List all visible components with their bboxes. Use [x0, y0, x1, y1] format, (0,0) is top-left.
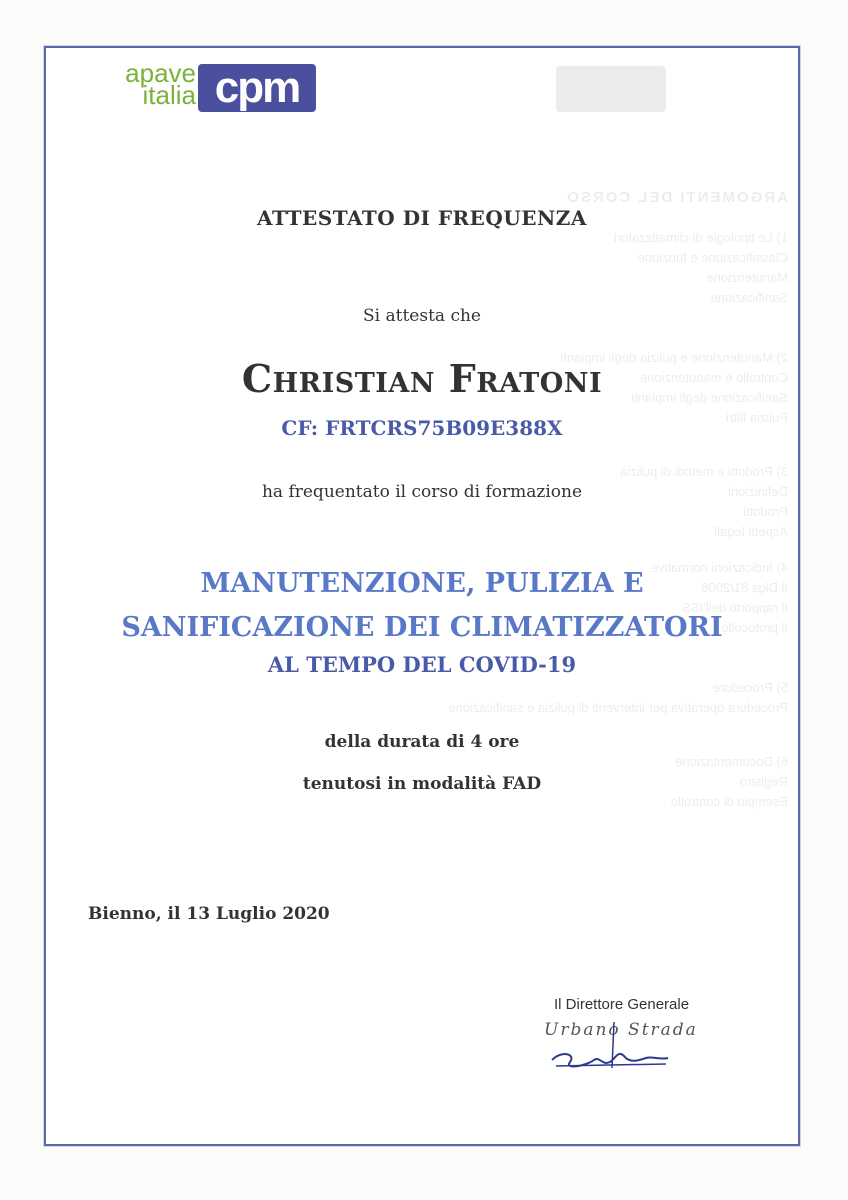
- signatory-title: Il Direttore Generale: [554, 996, 690, 1013]
- course-title-line-1: MANUTENZIONE, PULIZIA E: [200, 568, 644, 599]
- logo-line-italia: italia: [142, 80, 196, 110]
- logo-wordmark: [88, 58, 196, 110]
- ghost-logo-icon: [554, 62, 784, 122]
- signature-scribble-icon: [542, 1020, 732, 1072]
- certificate-title: ATTESTATO DI FREQUENZA: [257, 206, 587, 230]
- logo-line-apave: apave: [125, 58, 196, 88]
- fiscal-code: CF: FRTCRS75B09E388X: [281, 416, 563, 440]
- intro-text: Si attesta che: [363, 306, 481, 326]
- certificate-frame: [44, 46, 800, 1146]
- signatory-name: Urbano Strada: [544, 1020, 698, 1040]
- reverse-side-ghost: ARGOMENTI DEL CORSO 1) Le tipologie di climatizzatori Classificazione e funzione Manutenzione Sanificazione 2) Manutenzione e pulizia degli impianti Controllo e manutenzione Sanificazione degli impianti Pulizia filtri 3) Prodotti e metodi di pulizia Definizioni Prodotti Aspetti legali 4) Indicazioni normative Il Dlgs 81/2008 Il rapporto dell'ISS Il protocollo 5) Procedure Procedura operativa per interventi di pulizia e sanificazione 6) Documentazione Registro Esempio di controllo: [46, 48, 798, 1144]
- attended-text: ha frequentato il corso di formazione: [261, 482, 583, 502]
- place-and-date: Bienno, il 13 Luglio 2020: [88, 904, 330, 924]
- handwritten-signature: [542, 1020, 732, 1072]
- course-title-line-3: AL TEMPO DEL COVID-19: [267, 652, 577, 677]
- apave-cpm-logo: [88, 58, 328, 118]
- participant-name: Christian Fratoni: [241, 356, 603, 401]
- logo-mark-cpm: cpm: [214, 63, 300, 112]
- course-duration: della durata di 4 ore: [324, 732, 520, 752]
- cpm-logo-icon: [198, 64, 316, 112]
- course-title-line-2: SANIFICAZIONE DEI CLIMATIZZATORI: [121, 612, 723, 643]
- course-mode: tenutosi in modalità FAD: [302, 774, 542, 794]
